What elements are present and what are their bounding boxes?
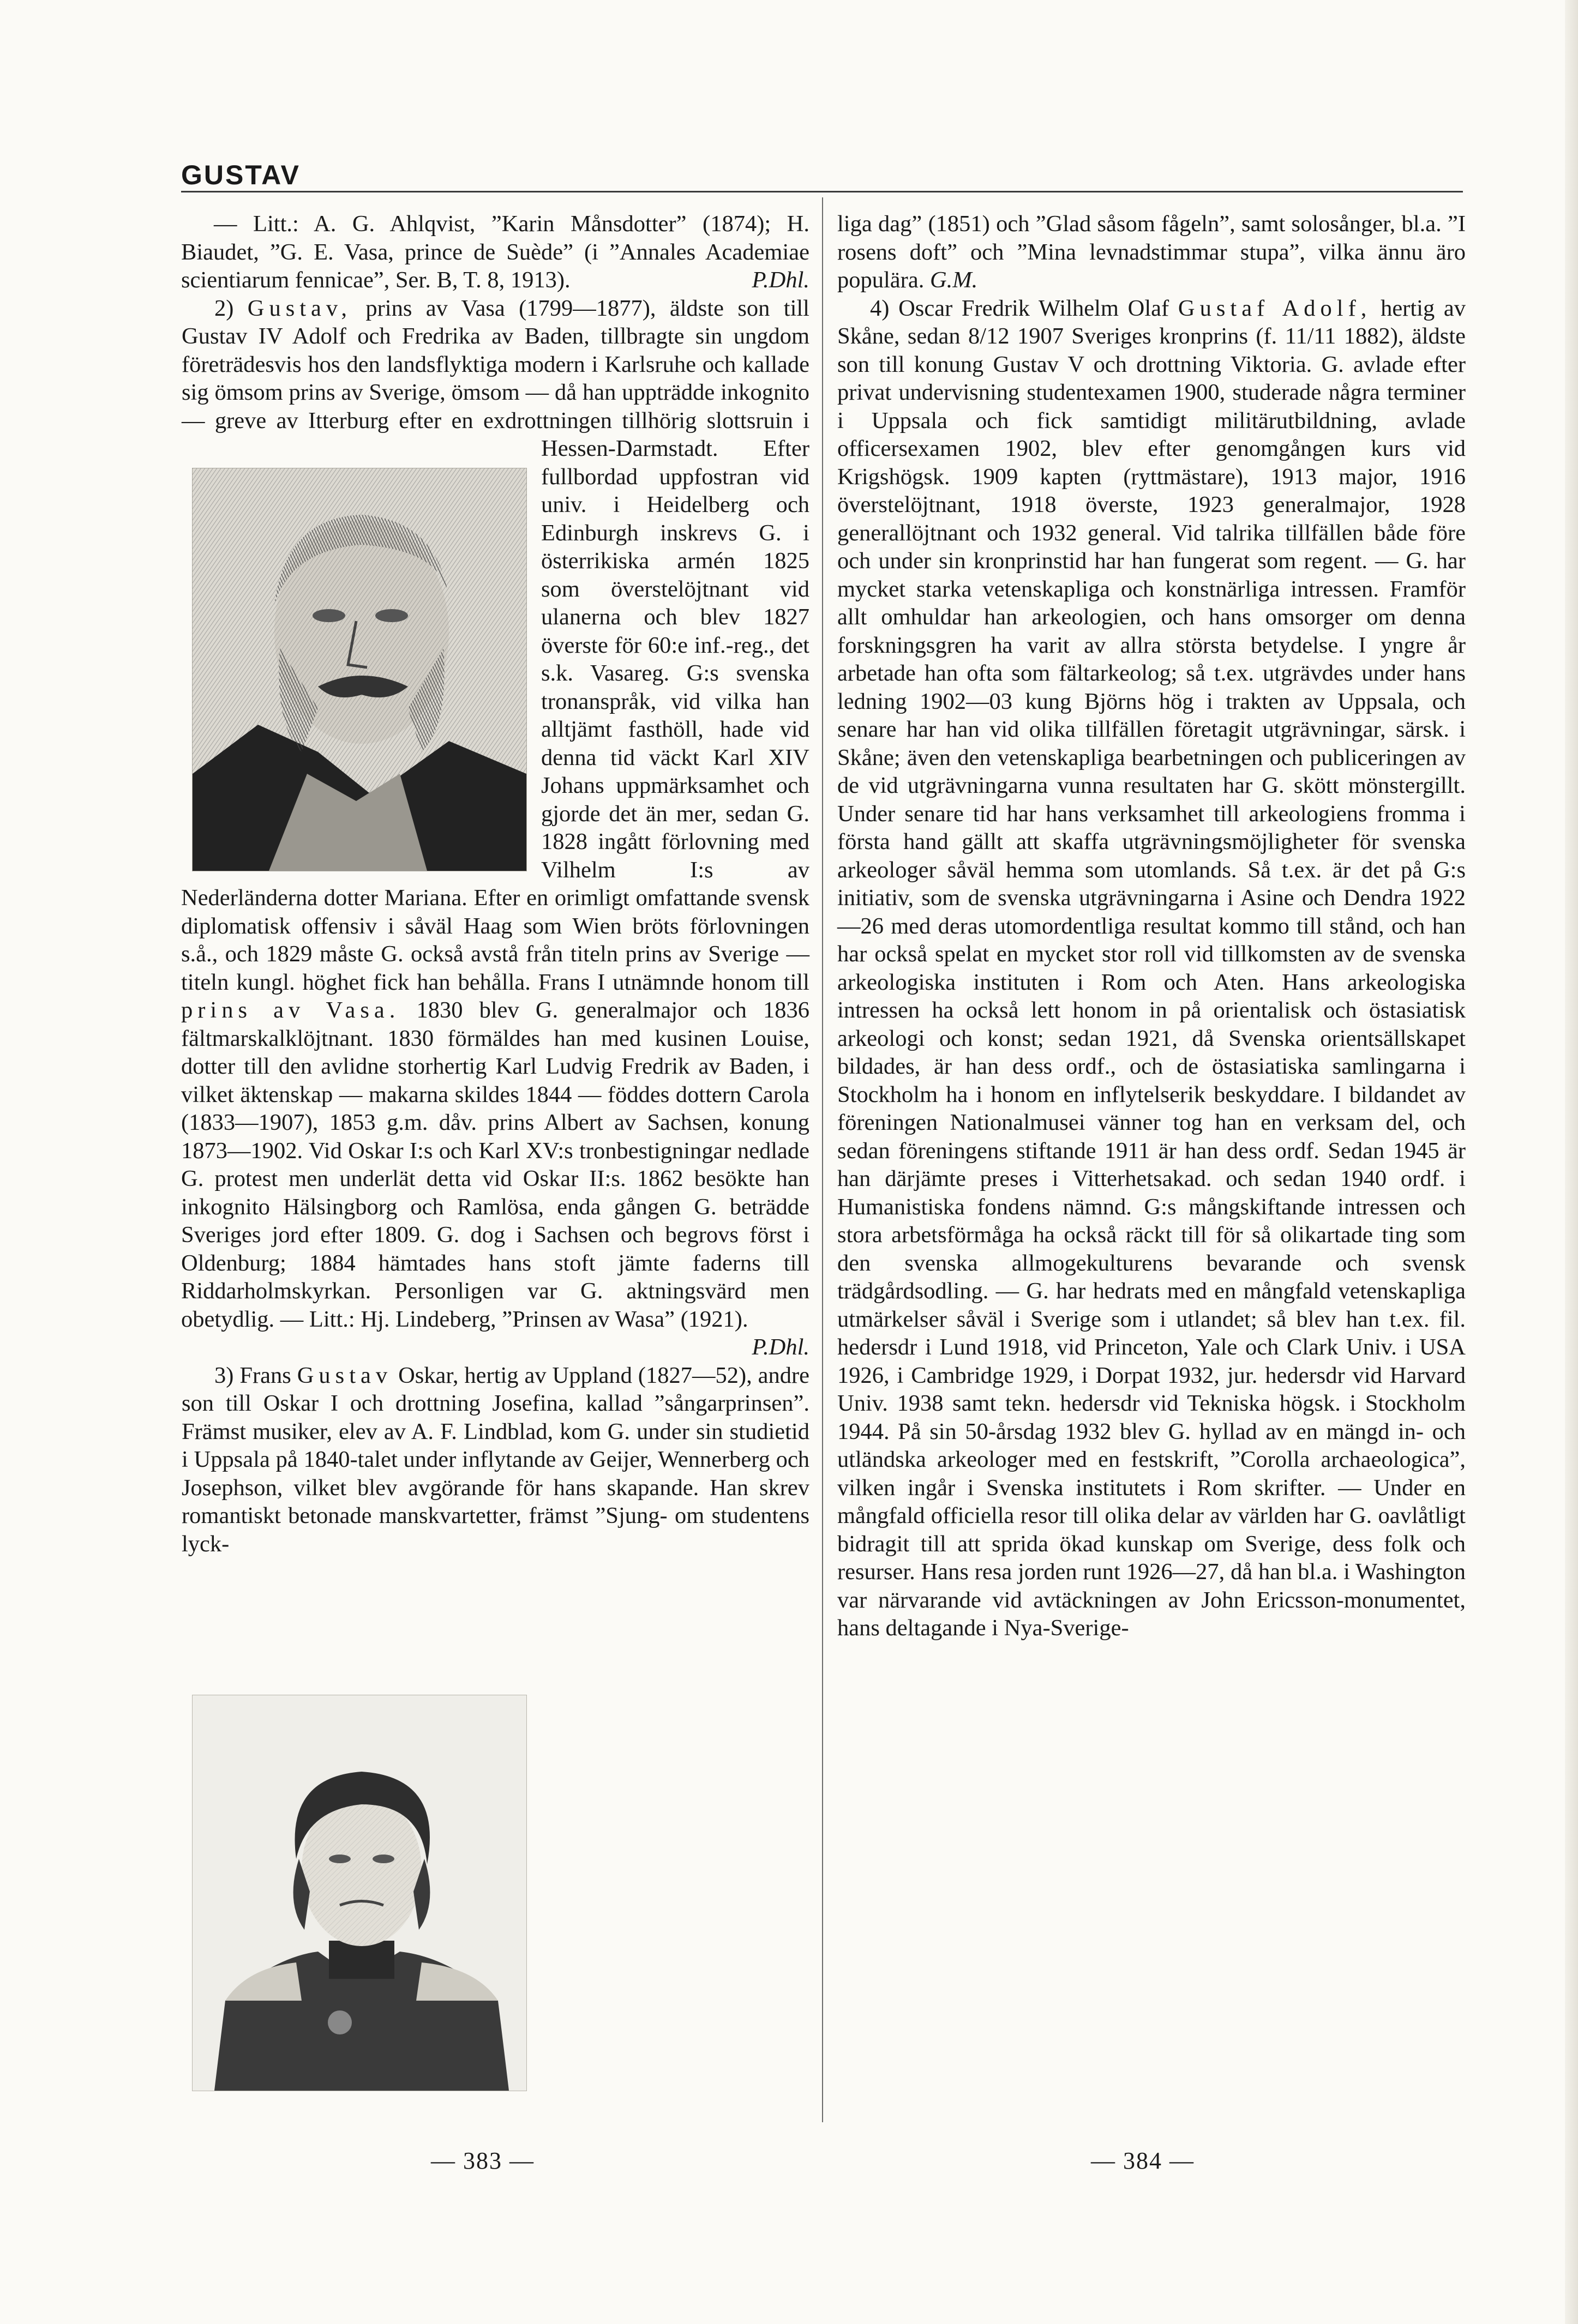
entry-pre-name: Oscar Fredrik Wilhelm Olaf xyxy=(898,295,1169,321)
continuation-text: liga dag” (1851) och ”Glad såsom fågeln”, samt solosånger, bl.a. ”I rosens doft” och ”Mina levnadstimmar stupa”, vilka ännu äro populära. xyxy=(837,211,1466,293)
page-number-right: — 384 — xyxy=(1091,2147,1195,2174)
entry-text: Oskar, hertig av Uppland (1827—52), andre son till Oskar I och drottning Josefina, kallad ”sångarprinsen”. Främst musiker, elev av A. F. Lindblad, kom G. under sin studietid i Uppsala på 1840-talet under inflytande av Geijer, Wennerberg och Josephson, vilket blev avgörande för hans skapande. Han skrev romantiskt betonade manskvartetter, främst ”Sjung- om studentens lyck- xyxy=(182,1362,810,1557)
column-divider xyxy=(822,197,823,2122)
portrait-gustav-prins-av-vasa xyxy=(192,468,527,871)
entry-text-second: 1830 blev G. generalmajor och 1836 fältmarskalklöjtnant. 1830 förmäldes han med kusinen Louise, dotter till den avlidne storhertig Karl Ludvig Fredrik av Baden, i vilket äktenskap — makarna skildes 1844 — föddes dottern Carola (1833—1907), 1853 g.m. dåv. prins Albert av Sachsen, konung 1873—1902. Vid Oskar I:s och Karl XV:s tronbestigningar nedlade G. protest men underlät detta vid Oskar II:s. 1862 besökte han inkognito Hälsingborg och Ramlösa, enda gången G. beträdde Sveriges jord efter 1809. G. dog i Sachsen och begrovs först i Oldenburg; 1884 hämtades hans stoft jämte faderns till Riddarholmskyrkan. Personligen var G. aktningsvärd men obetydlig. — Litt.: Hj. Lindeberg, ”Prinsen av Wasa” (1921). xyxy=(181,997,809,1332)
entry-number: 4) xyxy=(870,295,890,321)
reference-text: — Litt.: A. G. Ahlqvist, ”Karin Månsdotter” (1874); H. Biaudet, ”G. E. Vasa, prince de Suède” (i ”Annales Academiae scientiarum fennicae”, Ser. B, T. 8, 1913). xyxy=(181,211,809,293)
continuation-paragraph xyxy=(837,210,1466,294)
reference-paragraph xyxy=(181,210,809,294)
entry-gustaf-adolf xyxy=(837,294,1466,1642)
entry-number: 2) xyxy=(214,295,234,321)
entry-text: hertig av Skåne, sedan 8/12 1907 Sveriges kronprins (f. 11/11 1882), äldste son till konung Gustav V och drottning Viktoria. G. avlade efter privat undervisning studentexamen 1900, studerade några terminer i Uppsala och fick samtidigt militärutbildning, avlade officersexamen 1902, blev efter genomgången kurs vid Krigshögsk. 1909 kapten (ryttmästare), 1913 major, 1916 överstelöjtnant, 1918 överste, 1923 generalmajor, 1928 generallöjtnant och 1932 general. Vid talrika tillfällen både före och under sin kronprinstid har han fungerat som regent. — G. har mycket starka vetenskapliga och konstnärliga intressen. Framför allt omhuldar han arkeologien, och hans omsorger om denna forskningsgren ha varit av allra största betydelse. I yngre år arbetade han ofta som fältarkeolog; så t.ex. utgrävdes under hans ledning 1902—03 kung Björns hög i trakten av Uppsala, och senare har han vid olika tillfällen företagit utgrävningar, särsk. i Skåne; även den vetenskapliga bearbetningen och publiceringen av de vid utgrävningarna vunna resultaten har G. skött mönstergillt. Under senare tid har hans verksamhet till arkeologiens fromma i första hand gällt att skaffa utgrävningsmöjligheter för svenska arkeologer såväl hemma som utomlands. Så t.ex. är det på G:s initiativ, som de svenska utgrävningarna i Asine och Dendra 1922—26 med deras utomordentliga resultat kommo till stånd, och han har också spelat en mycket stor roll vid tillkomsten av de svenska arkeologiska instituten i Rom och Aten. Hans arkeologiska intressen ha också lett honom in på orientalisk och östasiatisk arkeologi och konst; sedan 1921, då Svenska orientsällskapet bildades, är han dess ordf., och de östasiatiska samlingarna i Stockholm ha i honom en inflytelserik beskyddare. I bildandet av föreningen Nationalmusei vänner tog han en verksam del, och sedan föreningens stiftande 1911 är han dess ordf. Sedan 1945 är han därjämte preses i Vitterhetsakad. och sedan 1940 ordf. i Humanistiska fondens nämnd. G:s mångskiftande intressen och stora arbetsförmåga ha också räckt till för så olikartade ting som den svenska allmogekulturens bevarande och svensk trädgårdsodling. — G. har hedrats med en mångfald vetenskapliga utmärkelser såväl i Sverige som i utlandet; så blev han t.ex. fil. hedersdr i Lund 1918, vid Princeton, Yale och Clark Univ. i USA 1926, i Cambridge 1929, i Dorpat 1932, jur. hedersdr vid Harvard Univ. 1938 samt tekn. hedersdr vid Tekniska högsk. i Stockholm 1944. På sin 50-årsdag 1932 blev G. hyllad av en mängd in- och utländska arkeologer med en festskrift, ”Corolla archaeologica”, vilken ingår i Svenska institutets i Rom skrifter. — Under en mångfald officiella resor till olika delar av världen har G. oavlåtligt bidragit till att sprida ökad kunskap om Sverige, dess folk och resurser. Hans resa jorden runt 1926—27, då han bl.a. i Washington var närvarande vid avtäckningen av John Ericsson-monumentet, hans deltagande i Nya-Sverige- xyxy=(837,295,1466,1641)
header-rule xyxy=(181,191,1463,192)
page-edge xyxy=(1565,0,1578,2324)
entry-name: Gustav xyxy=(297,1362,393,1388)
entry-number: 3) xyxy=(214,1362,234,1388)
entry-pre-name: Frans xyxy=(239,1362,291,1388)
right-column xyxy=(837,210,1466,1642)
entry-name: Gustaf Adolf, xyxy=(1178,295,1372,321)
portrait-frans-gustav-oskar xyxy=(192,1695,527,2091)
lithograph-portrait-image xyxy=(193,1695,526,2091)
entry-frans-gustav-oskar xyxy=(181,1362,809,1558)
title-prins-av-vasa: prins av Vasa. xyxy=(181,997,400,1023)
page-number-left: — 383 — xyxy=(431,2147,535,2174)
entry-name: Gustav, xyxy=(247,295,352,321)
signature: G.M. xyxy=(929,267,978,293)
signature: P.Dhl. xyxy=(752,1334,809,1360)
running-header: GUSTAV xyxy=(181,160,301,190)
portrait-wrap-pad xyxy=(181,294,182,463)
entry-text-first: prins av Vasa (1799—1877), äldste son till Gustav IV Adolf och Fredrika av Baden, tillbragte sin ungdom företrädesvis hos den landsflyktiga modern i Karlsruhe och kallade sig ömsom prins av Sverige, ömsom — då han uppträdde inkognito — greve av Itterburg efter en exdrottningen tillhörig slottsruin i Hessen-Darmstadt. Efter fullbordad uppfostran vid univ. i Heidelberg och Edinburgh inskrevs G. i österrikiska armén 1825 som överstelöjtnant vid ulanerna och blev 1827 överste för 60:e inf.-reg., det s.k. Vasareg. G:s svenska tronanspråk, vid vilka han alltjämt fasthöll, hade vid denna tid väckt Karl XIV Johans uppmärksamhet och gjorde det än mer, sedan G. 1828 ingått förlovning med Vilhelm I:s av Nederländerna dotter Mariana. Efter en orimligt omfattande svensk diplomatisk offensiv i såväl Haag som Wien bröts förlovningen s.å., och 1829 måste G. också avstå från titeln prins av Sverige — titeln kungl. höghet fick han behålla. Frans I utnämnde honom till xyxy=(181,295,809,995)
engraved-portrait-image xyxy=(193,468,526,871)
signature: P.Dhl. xyxy=(752,267,809,293)
